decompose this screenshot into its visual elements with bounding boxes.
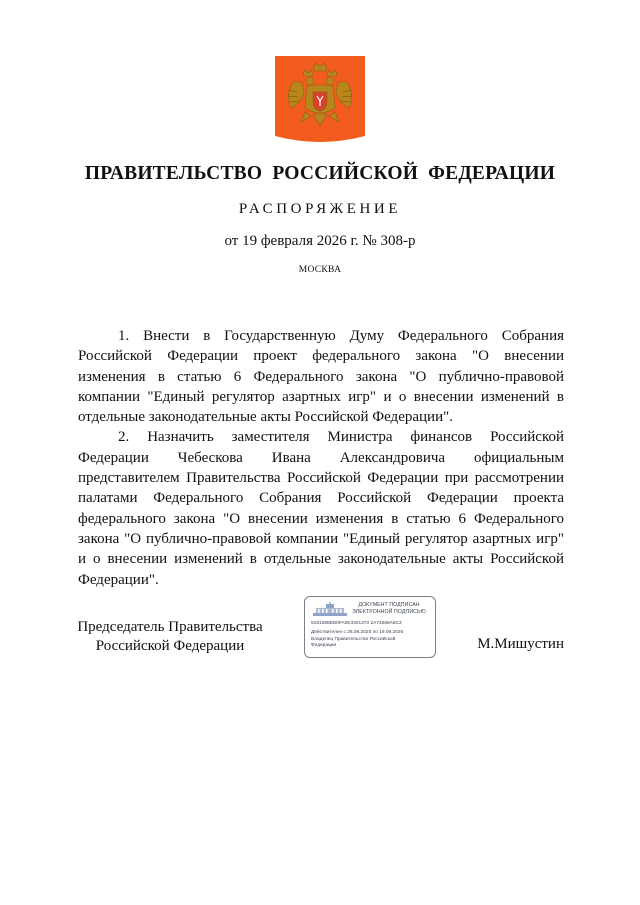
coat-of-arms-icon — [275, 56, 365, 146]
stamp-heading-line-2: ЭЛЕКТРОННОЙ ПОДПИСЬЮ — [352, 608, 426, 615]
stamp-owner-line-2: Федерации — [311, 643, 337, 648]
electronic-signature-stamp — [304, 596, 436, 658]
signer-title-line-1: Председатель Правительства — [77, 619, 263, 635]
paragraph-2: 2. Назначить заместителя Министра финансов Российской Федерации Чебескова Ивана Александровича официальным представителем Правительства Российской Федерации при рассмотрении палатами Федерального Собрания Российской Федерации проекта федерального закона "О внесении изменения в статью 6 Федерального закона "О публично-правовой компании "Единый регулятор азартных игр" и о внесении изменений в отдельные законодательные акты Российской Федерации". — [78, 429, 564, 588]
stamp-validity: Действителен с 26.06.2025 по 19.09.2026 — [311, 630, 404, 635]
stamp-certificate: 5181588EB0FA0E3401370 2A74668A8C3 — [311, 621, 402, 626]
government-building-icon — [313, 602, 347, 618]
stamp-heading-line-1: ДОКУМЕНТ ПОДПИСАН — [358, 602, 420, 608]
paragraph-1: 1. Внести в Государственную Думу Федерального Собрания Российской Федерации проект федерального закона "О внесении изменения в статью 6 Федерального закона "О публично-правовой компании "Единый регулятор азартных игр" и о внесении изменений в отдельные законодательные акты Российской Федерации". — [78, 328, 564, 426]
signer-title-line-2: Российской Федерации — [95, 638, 245, 654]
document-date-number: от 19 февраля 2026 г. № 308-р — [224, 233, 416, 249]
stamp-owner-line-1: Владелец Правительство Российской — [311, 637, 396, 642]
stamp-heading — [345, 602, 433, 615]
document-type: РАСПОРЯЖЕНИЕ — [238, 201, 402, 217]
document-city: МОСКВА — [298, 265, 342, 275]
document-body — [78, 326, 564, 590]
signer-title — [70, 618, 270, 656]
signer-name: М.Мишустин — [477, 636, 564, 652]
government-title: ПРАВИТЕЛЬСТВО РОССИЙСКОЙ ФЕДЕРАЦИИ — [84, 163, 556, 184]
